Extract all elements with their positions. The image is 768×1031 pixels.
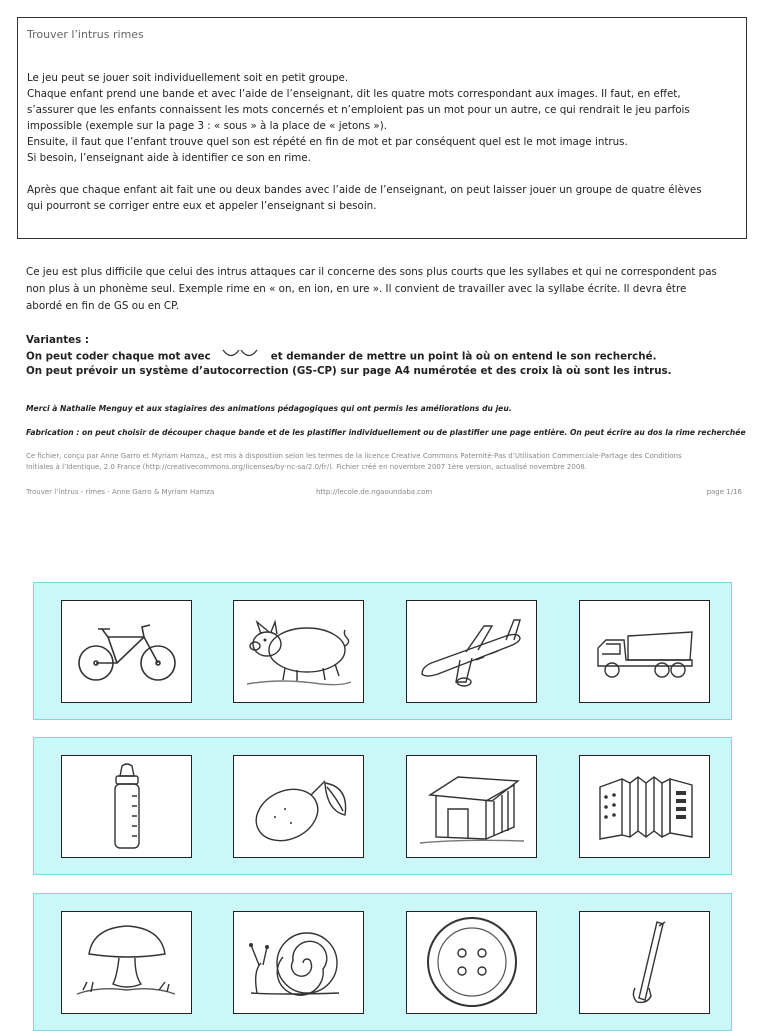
picture-card	[61, 600, 192, 703]
variants-line-1	[26, 348, 746, 365]
variants-line-2: On peut prévoir un système d’autocorrection (GS-CP) sur page A4 numérotée et des croix là où sont les intrus.	[26, 365, 672, 377]
picture-card	[406, 911, 537, 1014]
picture-card	[579, 755, 710, 858]
license-line-1: Ce fichier, conçu par Anne Garro et Myriam Hamza,, est mis à disposition selon les termes de la licence Creative Commons Paternité-Pas d’Utilisation Commerciale-Partage des Conditions	[26, 452, 682, 460]
variants	[26, 333, 746, 379]
credits-thanks: Merci à Nathalie Menguy et aux stagiaires des animations pédagogiques qui ont permis les améliorations du jeu.	[26, 404, 512, 413]
picture-band	[33, 893, 732, 1031]
intro-line: Ensuite, il faut que l’enfant trouve quel son est répété en fin de mot et par conséquent quel est le mot image intrus.	[27, 136, 628, 148]
accordion-icon	[592, 767, 697, 847]
picture-card	[233, 911, 364, 1014]
mushroom-icon	[69, 920, 184, 1005]
footer-page: page 1/16	[706, 488, 742, 496]
footer-left: Trouver l’intrus - rimes - Anne Garro & Myriam Hamza	[26, 488, 215, 496]
intro-line: impossible (exemple sur la page 3 : « sous » à la place de « jetons »).	[27, 120, 388, 132]
stick-icon	[605, 918, 685, 1008]
license	[26, 451, 746, 473]
picture-card	[406, 600, 537, 703]
snail-icon	[241, 923, 356, 1003]
footer-url: http://lecole.de.ngaoundaba.com	[316, 488, 433, 496]
description-line: non plus à un phonème seul. Exemple rime en « on, en ion, en ure ». Il convient de travailler avec la syllabe écrite. Il devra être	[26, 283, 687, 295]
description-line: Ce jeu est plus difficile que celui des intrus attaques car il concerne des sons plus courts que les syllabes et qui ne correspondent pas	[26, 266, 717, 278]
intro-closing-line: Après que chaque enfant ait fait une ou deux bandes avec l’aide de l’enseignant, on peut laisser jouer un groupe de quatre élèves	[27, 184, 702, 196]
description-line: abordé en fin de GS ou en CP.	[26, 300, 179, 312]
picture-card	[579, 911, 710, 1014]
baby-bottle-icon	[102, 762, 152, 852]
credits-fabrication-block	[26, 428, 746, 437]
intro-line: Le jeu peut se jouer soit individuellement soit en petit groupe.	[27, 72, 349, 84]
picture-band	[33, 737, 732, 875]
dump-truck-icon	[592, 622, 697, 682]
variants-line-1-start: On peut coder chaque mot avec	[26, 349, 211, 362]
intro-box	[17, 17, 747, 239]
hut-icon	[414, 767, 529, 847]
picture-card	[579, 600, 710, 703]
variants-line-1-end: et demander de mettre un point là où on entend le son recherché.	[270, 349, 657, 362]
license-line-2: Initiales à l’Identique, 2.0 France (http://creativecommons.org/licenses/by-nc-sa/2.0/fr/). Fichier créé en novembre 2007 1ère version, actualisé novembre 2008.	[26, 463, 587, 471]
intro-title: Trouver l’intrus rimes	[27, 28, 144, 41]
pig-icon	[241, 612, 356, 692]
airplane-icon	[414, 612, 529, 692]
picture-band	[33, 582, 732, 720]
bicycle-icon	[72, 617, 182, 687]
intro-line: Si besoin, l’enseignant aide à identifier ce son en rime.	[27, 152, 311, 164]
picture-card	[233, 600, 364, 703]
credits-fabrication: Fabrication : on peut choisir de découper chaque bande et de les plastifier individuellement ou de plastifier une page entière. On peut écrire au dos la rime recherchée	[26, 428, 746, 437]
intro-line: s’assurer que les enfants connaissent les mots concernés et n’emploient pas un mot pour un autre, ce qui rendrait le jeu parfois	[27, 104, 690, 116]
credits	[26, 404, 746, 413]
picture-card	[406, 755, 537, 858]
intro-line: Chaque enfant prend une bande et avec l’aide de l’enseignant, dit les quatre mots correspondant aux images. Il faut, en effet,	[27, 88, 681, 100]
picture-card	[61, 755, 192, 858]
syllable-arc-icon	[221, 348, 259, 365]
intro-closing-line: qui pourront se corriger entre eux et appeler l’enseignant si besoin.	[27, 200, 377, 212]
lemon-icon	[241, 767, 356, 847]
variants-heading: Variantes :	[26, 334, 89, 346]
description	[26, 264, 746, 315]
picture-card	[233, 755, 364, 858]
button-icon	[422, 915, 522, 1010]
picture-card	[61, 911, 192, 1014]
